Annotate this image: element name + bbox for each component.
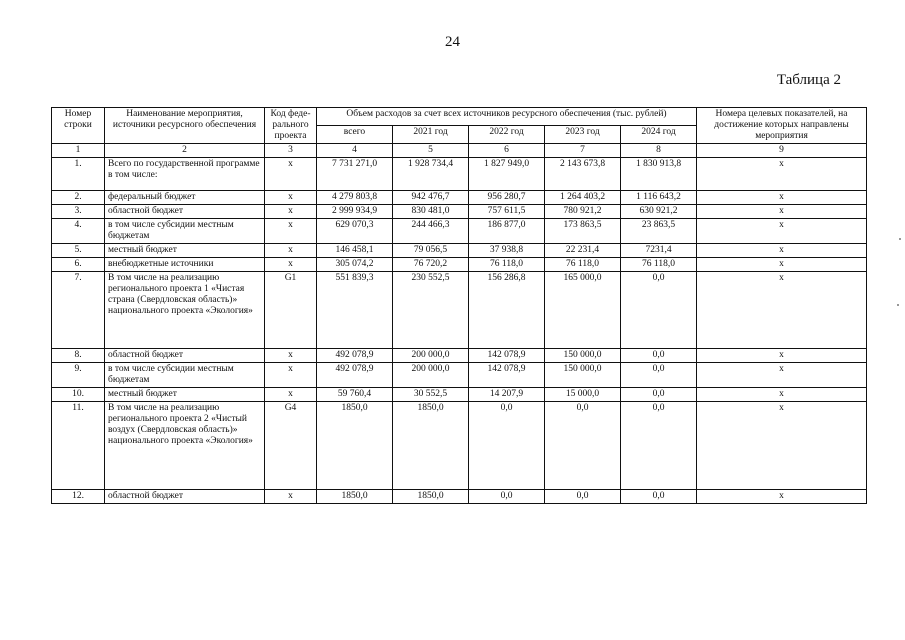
year-2023-cell: 165 000,0 <box>545 272 621 349</box>
row-number-cell: 4. <box>52 219 105 244</box>
activity-name-cell: областной бюджет <box>105 205 265 219</box>
target-indicators-cell: х <box>697 388 867 402</box>
year-2022-cell: 142 078,9 <box>469 349 545 363</box>
year-2022-cell: 956 280,7 <box>469 191 545 205</box>
total-cell: 629 070,3 <box>317 219 393 244</box>
total-cell: 551 839,3 <box>317 272 393 349</box>
activity-name-cell: Всего по государственной программе в том числе: <box>105 158 265 191</box>
year-2022-cell: 0,0 <box>469 490 545 504</box>
header-year-2024: 2024 год <box>621 126 697 144</box>
year-2024-cell: 0,0 <box>621 349 697 363</box>
table-row <box>52 191 867 205</box>
row-number-cell: 3. <box>52 205 105 219</box>
total-cell: 146 458,1 <box>317 244 393 258</box>
total-cell: 4 279 803,8 <box>317 191 393 205</box>
year-2024-cell: 0,0 <box>621 272 697 349</box>
row-number-cell: 2. <box>52 191 105 205</box>
project-code-cell: х <box>265 244 317 258</box>
year-2023-cell: 150 000,0 <box>545 363 621 388</box>
target-indicators-cell: х <box>697 244 867 258</box>
row-number-cell: 10. <box>52 388 105 402</box>
target-indicators-cell: х <box>697 490 867 504</box>
row-number-cell: 8. <box>52 349 105 363</box>
table-row <box>52 490 867 504</box>
year-2021-cell: 942 476,7 <box>393 191 469 205</box>
project-code-cell: х <box>265 490 317 504</box>
year-2024-cell: 0,0 <box>621 363 697 388</box>
table-header <box>52 108 867 144</box>
header-year-2022: 2022 год <box>469 126 545 144</box>
project-code-cell: х <box>265 219 317 244</box>
year-2024-cell: 0,0 <box>621 490 697 504</box>
column-number: 3 <box>265 144 317 158</box>
row-number-cell: 12. <box>52 490 105 504</box>
table-row <box>52 349 867 363</box>
activity-name-cell: В том числе на реализацию регионального проекта 2 «Чистый воздух (Свердловская область)» национального проекта «Экология» <box>105 402 265 490</box>
target-indicators-cell: х <box>697 205 867 219</box>
target-indicators-cell: х <box>697 402 867 490</box>
year-2023-cell: 15 000,0 <box>545 388 621 402</box>
header-target-indicators: Номера целевых показателей, на достижение которых направлены мероприятия <box>697 108 867 144</box>
page-number: 24 <box>445 34 460 50</box>
year-2023-cell: 76 118,0 <box>545 258 621 272</box>
row-number-cell: 5. <box>52 244 105 258</box>
year-2024-cell: 7231,4 <box>621 244 697 258</box>
year-2023-cell: 0,0 <box>545 402 621 490</box>
year-2023-cell: 22 231,4 <box>545 244 621 258</box>
activity-name-cell: областной бюджет <box>105 490 265 504</box>
target-indicators-cell: х <box>697 272 867 349</box>
header-year-2021: 2021 год <box>393 126 469 144</box>
year-2024-cell: 0,0 <box>621 388 697 402</box>
year-2021-cell: 1 928 734,4 <box>393 158 469 191</box>
total-cell: 7 731 271,0 <box>317 158 393 191</box>
year-2022-cell: 76 118,0 <box>469 258 545 272</box>
column-number: 4 <box>317 144 393 158</box>
row-number-cell: 6. <box>52 258 105 272</box>
activity-name-cell: областной бюджет <box>105 349 265 363</box>
year-2022-cell: 156 286,8 <box>469 272 545 349</box>
project-code-cell: х <box>265 388 317 402</box>
budget-table <box>51 107 867 504</box>
row-number-cell: 9. <box>52 363 105 388</box>
target-indicators-cell: х <box>697 363 867 388</box>
project-code-cell: х <box>265 205 317 219</box>
table-row <box>52 402 867 490</box>
year-2023-cell: 2 143 673,8 <box>545 158 621 191</box>
year-2021-cell: 79 056,5 <box>393 244 469 258</box>
year-2022-cell: 37 938,8 <box>469 244 545 258</box>
table-row <box>52 272 867 349</box>
target-indicators-cell: х <box>697 258 867 272</box>
column-number-row <box>52 144 867 158</box>
target-indicators-cell: х <box>697 219 867 244</box>
row-number-cell: 1. <box>52 158 105 191</box>
total-cell: 305 074,2 <box>317 258 393 272</box>
activity-name-cell: в том числе субсидии местным бюджетам <box>105 219 265 244</box>
project-code-cell: х <box>265 158 317 191</box>
project-code-cell: G4 <box>265 402 317 490</box>
year-2024-cell: 76 118,0 <box>621 258 697 272</box>
year-2023-cell: 780 921,2 <box>545 205 621 219</box>
table-row <box>52 258 867 272</box>
table-row <box>52 363 867 388</box>
column-number: 7 <box>545 144 621 158</box>
header-row-number: Номер строки <box>52 108 105 144</box>
year-2022-cell: 142 078,9 <box>469 363 545 388</box>
table-row <box>52 244 867 258</box>
total-cell: 59 760,4 <box>317 388 393 402</box>
project-code-cell: х <box>265 258 317 272</box>
activity-name-cell: местный бюджет <box>105 388 265 402</box>
table-row <box>52 205 867 219</box>
column-number: 8 <box>621 144 697 158</box>
year-2022-cell: 14 207,9 <box>469 388 545 402</box>
project-code-cell: х <box>265 191 317 205</box>
scan-speck <box>897 304 899 306</box>
year-2021-cell: 830 481,0 <box>393 205 469 219</box>
total-cell: 2 999 934,9 <box>317 205 393 219</box>
year-2023-cell: 1 264 403,2 <box>545 191 621 205</box>
year-2023-cell: 173 863,5 <box>545 219 621 244</box>
header-activity-name: Наименование мероприятия, источники ресурсного обеспечения <box>105 108 265 144</box>
year-2024-cell: 630 921,2 <box>621 205 697 219</box>
table-row <box>52 158 867 191</box>
column-number: 6 <box>469 144 545 158</box>
year-2021-cell: 200 000,0 <box>393 349 469 363</box>
target-indicators-cell: х <box>697 158 867 191</box>
project-code-cell: х <box>265 363 317 388</box>
year-2022-cell: 1 827 949,0 <box>469 158 545 191</box>
activity-name-cell: В том числе на реализацию регионального проекта 1 «Чистая страна (Свердловская область)» национального проекта «Экология» <box>105 272 265 349</box>
year-2023-cell: 0,0 <box>545 490 621 504</box>
scan-speck <box>899 238 901 240</box>
year-2021-cell: 1850,0 <box>393 402 469 490</box>
year-2023-cell: 150 000,0 <box>545 349 621 363</box>
target-indicators-cell: х <box>697 349 867 363</box>
table-row <box>52 219 867 244</box>
year-2021-cell: 1850,0 <box>393 490 469 504</box>
year-2021-cell: 244 466,3 <box>393 219 469 244</box>
year-2022-cell: 0,0 <box>469 402 545 490</box>
header-total: всего <box>317 126 393 144</box>
activity-name-cell: в том числе субсидии местным бюджетам <box>105 363 265 388</box>
project-code-cell: G1 <box>265 272 317 349</box>
total-cell: 492 078,9 <box>317 363 393 388</box>
year-2021-cell: 230 552,5 <box>393 272 469 349</box>
activity-name-cell: внебюджетные источники <box>105 258 265 272</box>
column-number: 2 <box>105 144 265 158</box>
total-cell: 1850,0 <box>317 402 393 490</box>
activity-name-cell: местный бюджет <box>105 244 265 258</box>
row-number-cell: 11. <box>52 402 105 490</box>
year-2024-cell: 0,0 <box>621 402 697 490</box>
year-2022-cell: 757 611,5 <box>469 205 545 219</box>
year-2024-cell: 1 830 913,8 <box>621 158 697 191</box>
table-caption: Таблица 2 <box>776 72 841 88</box>
header-project-code: Код феде-рального проекта <box>265 108 317 144</box>
year-2021-cell: 30 552,5 <box>393 388 469 402</box>
activity-name-cell: федеральный бюджет <box>105 191 265 205</box>
year-2022-cell: 186 877,0 <box>469 219 545 244</box>
project-code-cell: х <box>265 349 317 363</box>
year-2021-cell: 76 720,2 <box>393 258 469 272</box>
header-expenses-group: Объем расходов за счет всех источников ресурсного обеспечения (тыс. рублей) <box>317 108 697 126</box>
year-2024-cell: 1 116 643,2 <box>621 191 697 205</box>
year-2021-cell: 200 000,0 <box>393 363 469 388</box>
column-number: 9 <box>697 144 867 158</box>
table-body <box>52 144 867 504</box>
column-number: 5 <box>393 144 469 158</box>
row-number-cell: 7. <box>52 272 105 349</box>
column-number: 1 <box>52 144 105 158</box>
year-2024-cell: 23 863,5 <box>621 219 697 244</box>
total-cell: 492 078,9 <box>317 349 393 363</box>
header-year-2023: 2023 год <box>545 126 621 144</box>
target-indicators-cell: х <box>697 191 867 205</box>
table-row <box>52 388 867 402</box>
total-cell: 1850,0 <box>317 490 393 504</box>
